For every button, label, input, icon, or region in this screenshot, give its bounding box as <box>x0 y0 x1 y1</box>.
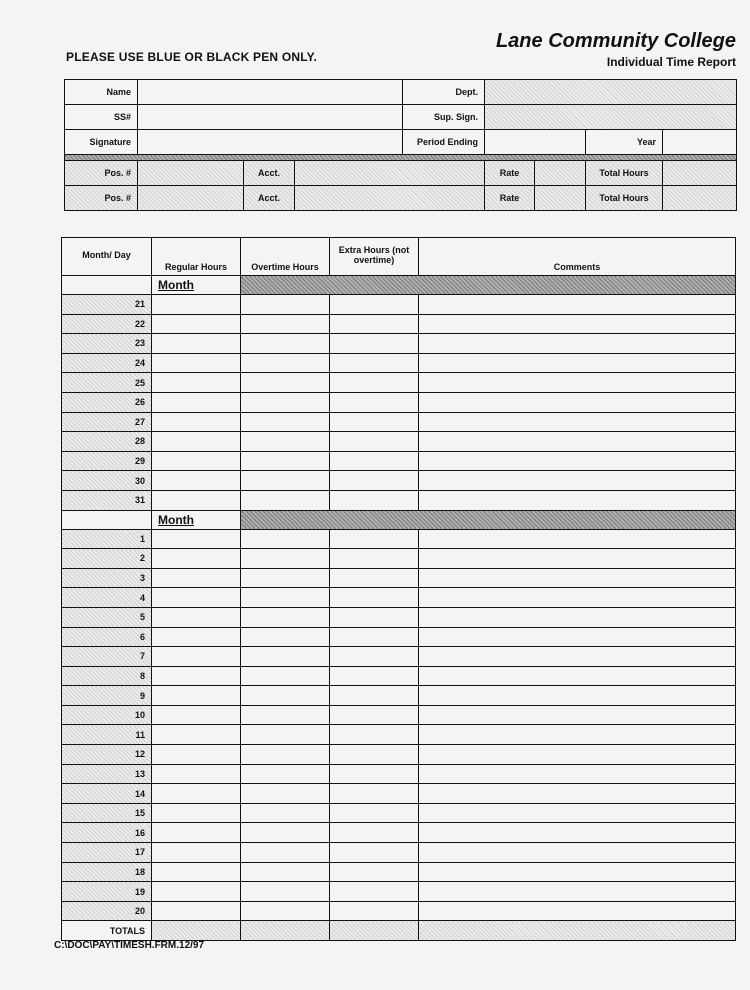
day-row <box>62 412 736 432</box>
month-label-text: Month <box>158 512 194 527</box>
comments-cell[interactable] <box>419 607 736 627</box>
day-number: 11 <box>62 725 152 745</box>
regular-hours-cell[interactable] <box>152 432 241 452</box>
signature-field[interactable] <box>138 130 403 155</box>
sup-sign-label: Sup. Sign. <box>403 105 485 130</box>
comments-cell[interactable] <box>419 901 736 921</box>
comments-cell[interactable] <box>419 314 736 334</box>
overtime-hours-cell[interactable] <box>241 490 330 510</box>
dept-field[interactable] <box>485 80 737 105</box>
pos-field-1[interactable] <box>138 161 244 186</box>
year-field[interactable] <box>663 130 737 155</box>
overtime-hours-cell[interactable] <box>241 843 330 863</box>
day-row <box>62 451 736 471</box>
day-number: 14 <box>62 784 152 804</box>
day-row <box>62 823 736 843</box>
day-row <box>62 705 736 725</box>
comments-cell[interactable] <box>419 745 736 765</box>
extra-hours-cell[interactable] <box>330 588 419 608</box>
acct-label-2: Acct. <box>244 186 295 211</box>
regular-hours-cell[interactable] <box>152 705 241 725</box>
day-row <box>62 647 736 667</box>
comments-cell[interactable] <box>419 295 736 315</box>
extra-hours-cell[interactable] <box>330 666 419 686</box>
comments-cell[interactable] <box>419 432 736 452</box>
regular-hours-cell[interactable] <box>152 412 241 432</box>
extra-hours-cell[interactable] <box>330 745 419 765</box>
year-label: Year <box>586 130 663 155</box>
overtime-hours-cell[interactable] <box>241 353 330 373</box>
overtime-hours-cell[interactable] <box>241 862 330 882</box>
col-extra-hours: Extra Hours (not overtime) <box>330 238 419 276</box>
comments-cell[interactable] <box>419 588 736 608</box>
regular-hours-cell[interactable] <box>152 686 241 706</box>
extra-hours-cell[interactable] <box>330 451 419 471</box>
day-number: 7 <box>62 647 152 667</box>
overtime-hours-cell[interactable] <box>241 334 330 354</box>
day-number: 31 <box>62 490 152 510</box>
regular-hours-cell[interactable] <box>152 784 241 804</box>
comments-cell[interactable] <box>419 412 736 432</box>
comments-cell[interactable] <box>419 392 736 412</box>
extra-hours-cell[interactable] <box>330 568 419 588</box>
day-number: 1 <box>62 529 152 549</box>
extra-hours-cell[interactable] <box>330 412 419 432</box>
extra-hours-cell[interactable] <box>330 314 419 334</box>
day-row <box>62 627 736 647</box>
comments-cell[interactable] <box>419 373 736 393</box>
pos-label-1: Pos. # <box>65 161 138 186</box>
day-number: 26 <box>62 392 152 412</box>
comments-cell[interactable] <box>419 471 736 491</box>
pen-instruction: PLEASE USE BLUE OR BLACK PEN ONLY. <box>66 50 318 64</box>
day-number: 8 <box>62 666 152 686</box>
regular-hours-cell[interactable] <box>152 607 241 627</box>
name-field[interactable] <box>138 80 403 105</box>
day-number: 9 <box>62 686 152 706</box>
extra-hours-cell[interactable] <box>330 647 419 667</box>
col-month-day: Month/ Day <box>62 238 152 276</box>
overtime-hours-cell[interactable] <box>241 666 330 686</box>
day-row <box>62 725 736 745</box>
regular-hours-cell[interactable] <box>152 882 241 902</box>
day-number: 24 <box>62 353 152 373</box>
regular-hours-cell[interactable] <box>152 451 241 471</box>
period-ending-field[interactable] <box>485 130 586 155</box>
ss-label: SS# <box>65 105 138 130</box>
comments-cell[interactable] <box>419 666 736 686</box>
overtime-hours-cell[interactable] <box>241 432 330 452</box>
extra-hours-cell[interactable] <box>330 392 419 412</box>
comments-cell[interactable] <box>419 549 736 569</box>
acct-field-1[interactable] <box>295 161 485 186</box>
extra-hours-cell[interactable] <box>330 334 419 354</box>
regular-hours-cell[interactable] <box>152 843 241 863</box>
total-comments <box>419 921 736 941</box>
month-label-1 <box>152 276 241 295</box>
comments-cell[interactable] <box>419 725 736 745</box>
day-number: 29 <box>62 451 152 471</box>
report-title: Individual Time Report <box>606 55 736 69</box>
col-regular-hours: Regular Hours <box>152 238 241 276</box>
comments-cell[interactable] <box>419 784 736 804</box>
total-overtime-hours[interactable] <box>241 921 330 941</box>
comments-cell[interactable] <box>419 647 736 667</box>
day-number: 15 <box>62 803 152 823</box>
day-row <box>62 334 736 354</box>
overtime-hours-cell[interactable] <box>241 529 330 549</box>
regular-hours-cell[interactable] <box>152 295 241 315</box>
day-row <box>62 314 736 334</box>
comments-cell[interactable] <box>419 862 736 882</box>
day-number: 23 <box>62 334 152 354</box>
day-number: 28 <box>62 432 152 452</box>
day-row <box>62 353 736 373</box>
day-row <box>62 471 736 491</box>
day-row <box>62 549 736 569</box>
overtime-hours-cell[interactable] <box>241 882 330 902</box>
comments-cell[interactable] <box>419 490 736 510</box>
overtime-hours-cell[interactable] <box>241 823 330 843</box>
ss-field[interactable] <box>138 105 403 130</box>
day-number: 25 <box>62 373 152 393</box>
extra-hours-cell[interactable] <box>330 295 419 315</box>
month-label-2 <box>152 510 241 529</box>
day-row <box>62 568 736 588</box>
overtime-hours-cell[interactable] <box>241 607 330 627</box>
comments-cell[interactable] <box>419 627 736 647</box>
comments-cell[interactable] <box>419 686 736 706</box>
overtime-hours-cell[interactable] <box>241 451 330 471</box>
day-row <box>62 392 736 412</box>
period-ending-label: Period Ending <box>403 130 485 155</box>
extra-hours-cell[interactable] <box>330 823 419 843</box>
extra-hours-cell[interactable] <box>330 725 419 745</box>
month-row-1 <box>62 276 736 295</box>
month-label-text: Month <box>158 278 194 292</box>
totals-label: TOTALS <box>62 921 152 941</box>
time-grid <box>61 237 736 941</box>
regular-hours-cell[interactable] <box>152 471 241 491</box>
regular-hours-cell[interactable] <box>152 529 241 549</box>
total-hours-field-2[interactable] <box>663 186 737 211</box>
month-divider-2 <box>241 510 736 529</box>
regular-hours-cell[interactable] <box>152 373 241 393</box>
day-number: 20 <box>62 901 152 921</box>
regular-hours-cell[interactable] <box>152 823 241 843</box>
total-extra-hours[interactable] <box>330 921 419 941</box>
extra-hours-cell[interactable] <box>330 764 419 784</box>
comments-cell[interactable] <box>419 823 736 843</box>
overtime-hours-cell[interactable] <box>241 725 330 745</box>
extra-hours-cell[interactable] <box>330 901 419 921</box>
regular-hours-cell[interactable] <box>152 725 241 745</box>
regular-hours-cell[interactable] <box>152 627 241 647</box>
day-row <box>62 882 736 902</box>
regular-hours-cell[interactable] <box>152 666 241 686</box>
overtime-hours-cell[interactable] <box>241 568 330 588</box>
total-hours-field-1[interactable] <box>663 161 737 186</box>
day-number: 5 <box>62 607 152 627</box>
overtime-hours-cell[interactable] <box>241 705 330 725</box>
extra-hours-cell[interactable] <box>330 373 419 393</box>
overtime-hours-cell[interactable] <box>241 588 330 608</box>
overtime-hours-cell[interactable] <box>241 784 330 804</box>
regular-hours-cell[interactable] <box>152 862 241 882</box>
day-number: 3 <box>62 568 152 588</box>
regular-hours-cell[interactable] <box>152 803 241 823</box>
day-number: 10 <box>62 705 152 725</box>
day-number: 16 <box>62 823 152 843</box>
col-overtime-hours: Overtime Hours <box>241 238 330 276</box>
regular-hours-cell[interactable] <box>152 901 241 921</box>
day-number: 12 <box>62 745 152 765</box>
signature-label: Signature <box>65 130 138 155</box>
day-row <box>62 784 736 804</box>
comments-cell[interactable] <box>419 451 736 471</box>
day-row <box>62 529 736 549</box>
extra-hours-cell[interactable] <box>330 705 419 725</box>
day-row <box>62 843 736 863</box>
comments-cell[interactable] <box>419 882 736 902</box>
comments-cell[interactable] <box>419 764 736 784</box>
regular-hours-cell[interactable] <box>152 764 241 784</box>
day-row <box>62 432 736 452</box>
day-number: 22 <box>62 314 152 334</box>
overtime-hours-cell[interactable] <box>241 295 330 315</box>
day-number: 6 <box>62 627 152 647</box>
day-number: 19 <box>62 882 152 902</box>
regular-hours-cell[interactable] <box>152 392 241 412</box>
comments-cell[interactable] <box>419 529 736 549</box>
day-row <box>62 490 736 510</box>
overtime-hours-cell[interactable] <box>241 627 330 647</box>
regular-hours-cell[interactable] <box>152 549 241 569</box>
acct-label-1: Acct. <box>244 161 295 186</box>
day-number: 18 <box>62 862 152 882</box>
name-label: Name <box>65 80 138 105</box>
extra-hours-cell[interactable] <box>330 549 419 569</box>
overtime-hours-cell[interactable] <box>241 392 330 412</box>
overtime-hours-cell[interactable] <box>241 549 330 569</box>
form-code: C:\DOC\PAY\TIMESH.FRM.12/97 <box>54 940 205 951</box>
extra-hours-cell[interactable] <box>330 627 419 647</box>
regular-hours-cell[interactable] <box>152 745 241 765</box>
day-row <box>62 295 736 315</box>
overtime-hours-cell[interactable] <box>241 803 330 823</box>
comments-cell[interactable] <box>419 334 736 354</box>
dept-label: Dept. <box>403 80 485 105</box>
rate-field-2[interactable] <box>535 186 586 211</box>
regular-hours-cell[interactable] <box>152 588 241 608</box>
extra-hours-cell[interactable] <box>330 862 419 882</box>
day-row <box>62 588 736 608</box>
overtime-hours-cell[interactable] <box>241 686 330 706</box>
extra-hours-cell[interactable] <box>330 843 419 863</box>
total-regular-hours[interactable] <box>152 921 241 941</box>
overtime-hours-cell[interactable] <box>241 901 330 921</box>
overtime-hours-cell[interactable] <box>241 412 330 432</box>
day-row <box>62 686 736 706</box>
regular-hours-cell[interactable] <box>152 568 241 588</box>
rate-label-1: Rate <box>485 161 535 186</box>
pos-field-2[interactable] <box>138 186 244 211</box>
day-number: 21 <box>62 295 152 315</box>
total-hours-label-1: Total Hours <box>586 161 663 186</box>
month-row-2 <box>62 510 736 529</box>
regular-hours-cell[interactable] <box>152 647 241 667</box>
overtime-hours-cell[interactable] <box>241 745 330 765</box>
extra-hours-cell[interactable] <box>330 471 419 491</box>
day-number: 30 <box>62 471 152 491</box>
overtime-hours-cell[interactable] <box>241 764 330 784</box>
pos-label-2: Pos. # <box>65 186 138 211</box>
day-row <box>62 764 736 784</box>
day-row <box>62 901 736 921</box>
sup-sign-field[interactable] <box>485 105 737 130</box>
employee-info-table <box>64 79 737 211</box>
regular-hours-cell[interactable] <box>152 334 241 354</box>
day-number: 27 <box>62 412 152 432</box>
col-comments: Comments <box>419 238 736 276</box>
comments-cell[interactable] <box>419 568 736 588</box>
extra-hours-cell[interactable] <box>330 490 419 510</box>
regular-hours-cell[interactable] <box>152 490 241 510</box>
day-number: 4 <box>62 588 152 608</box>
extra-hours-cell[interactable] <box>330 353 419 373</box>
overtime-hours-cell[interactable] <box>241 314 330 334</box>
rate-label-2: Rate <box>485 186 535 211</box>
day-row <box>62 862 736 882</box>
regular-hours-cell[interactable] <box>152 314 241 334</box>
comments-cell[interactable] <box>419 353 736 373</box>
extra-hours-cell[interactable] <box>330 686 419 706</box>
month-divider-1 <box>241 276 736 295</box>
extra-hours-cell[interactable] <box>330 432 419 452</box>
extra-hours-cell[interactable] <box>330 784 419 804</box>
extra-hours-cell[interactable] <box>330 803 419 823</box>
overtime-hours-cell[interactable] <box>241 471 330 491</box>
extra-hours-cell[interactable] <box>330 529 419 549</box>
day-number: 13 <box>62 764 152 784</box>
day-row <box>62 745 736 765</box>
month-blank-2 <box>62 510 152 529</box>
rate-field-1[interactable] <box>535 161 586 186</box>
day-number: 17 <box>62 843 152 863</box>
extra-hours-cell[interactable] <box>330 882 419 902</box>
day-number: 2 <box>62 549 152 569</box>
comments-cell[interactable] <box>419 705 736 725</box>
extra-hours-cell[interactable] <box>330 607 419 627</box>
overtime-hours-cell[interactable] <box>241 373 330 393</box>
regular-hours-cell[interactable] <box>152 353 241 373</box>
month-blank-1 <box>62 276 152 295</box>
overtime-hours-cell[interactable] <box>241 647 330 667</box>
comments-cell[interactable] <box>419 843 736 863</box>
totals-row <box>62 921 736 941</box>
day-row <box>62 373 736 393</box>
acct-field-2[interactable] <box>295 186 485 211</box>
day-row <box>62 607 736 627</box>
day-row <box>62 666 736 686</box>
college-name: Lane Community College <box>495 30 736 52</box>
day-row <box>62 803 736 823</box>
comments-cell[interactable] <box>419 803 736 823</box>
total-hours-label-2: Total Hours <box>586 186 663 211</box>
